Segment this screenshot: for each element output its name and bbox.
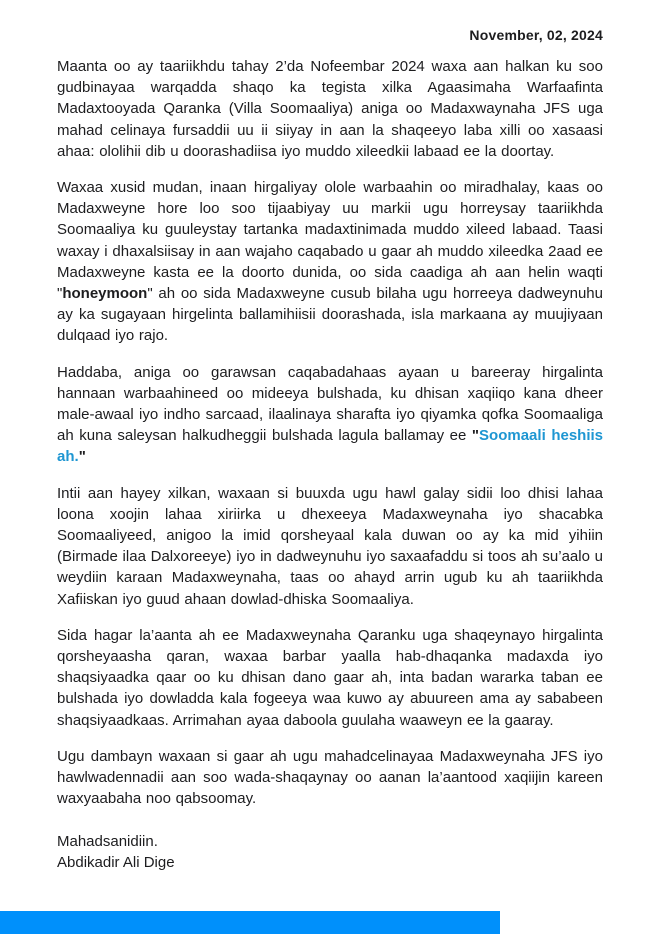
highlighted-phrase: Soomaali heshiis ah. (57, 427, 603, 466)
paragraph (57, 625, 603, 731)
paragraph (57, 483, 603, 610)
paragraph (57, 56, 603, 162)
text-run: Intii aan hayey xilkan, waxaan si buuxda ugu hawl galay sidii loo dhisi lahaa loona xoojin lahaa xiriirka u dhexeeya Madaxweynaha iyo shacabka Soomaaliyeed, anigoo la imid qorsheyaal kala duwan oo ay ka mid yihiin (Birmade ilaa Dalxoreeye) iyo in dadweynuhu iyo saxaafaddu si toos ah su’aalo u weydiin karaan Madaxweynaha, taas oo ahayd arrin ugub ku ah taariikhda Xafiiskan iyo guud ahaan dowlad-dhiska Soomaaliya. (57, 484, 603, 608)
footer-accent-bar (0, 911, 500, 934)
text-run: " ah oo sida Madaxweyne cusub bilaha ugu horreeya dadweynuhu ay ka sugayaan hirgelinta ballamihiisii doorashada, isla markaana ay muujiyaan dulqaad iyo rajo. (57, 285, 603, 345)
text-run: Waxaa xusid mudan, inaan hirgaliyay olole warbaahin oo miradhalay, kaas oo Madaxweyne hore loo soo tijaabiyay uu markii ugu horreysay taariikhda Soomaaliya ku guuleystay tartanka madaxtinimada muddo xileed labaad. Taasi waxay i dhaxalsiisay in aan wajaho caqabado u gaar ah muddo xileedka 2aad ee Madaxweyne kasta ee la doorto dunida, oo sida caadiga ah aan helin waqti " (57, 179, 603, 303)
text-run: Maanta oo ay taariikhdu tahay 2’da Nofeembar 2024 waxa aan halkan ku soo gudbinayaa warqadda shaqo ka tegista xilka Agaasimaha Warfaafinta Madaxtooyada Qaranka (Villa Soomaaliya) aniga oo Madaxwaynaha JFS uga mahad celinaya fursaddii uu ii siiyay in aan la shaqeeyo laba xilli oo xasaasi ahaa: ololihii dib u doorashadiisa iyo muddo xileedkii labaad ee la doortay. (57, 58, 603, 160)
letter-signoff (57, 831, 603, 873)
text-run: honeymoon (62, 285, 148, 303)
text-run: Haddaba, aniga oo garawsan caqabadahaas ayaan u bareeray hirgalinta hannaan warbaahineed oo mideeya bulshada, ku dhisan xaqiiqo kana dheer male-awaal iyo indho sarcaad, ilaalinaya sharafta iyo qiyamka qofka Soomaaliga ah kuna saleysan halkudheggii bulshada lagula ballamay ee (57, 363, 603, 445)
paragraph (57, 362, 603, 468)
text-run: " (471, 427, 480, 445)
paragraph (57, 746, 603, 810)
letter-content (57, 27, 603, 873)
letter-date: November, 02, 2024 (469, 27, 603, 43)
text-run: Sida hagar la’aanta ah ee Madaxweynaha Qaranku uga shaqeynayo hirgalinta qorsheyaasha qaran, waxaa barbar yaalla hab-dhaqanka madaxda iyo shaqsiyaadka qaar oo ku dhisan dano gaar ah, inta badan wararka taban ee bulshada iyo dowladda kala fogeeya waa kuwo ay abuureen ama ay sababeen shaqsiyaadkaas. Arrimahan ayaa daboola guulaha waaweyn ee la gaaray. (57, 626, 603, 729)
paragraph (57, 177, 603, 347)
text-run: Ugu dambayn waxaan si gaar ah ugu mahadcelinayaa Madaxweynaha JFS iyo hawlwadennadii aan soo wada-shaqaynay oo aanan la’aantood xaqiijin kareen waxyaabaha noo qabsoomay. (57, 747, 603, 808)
letter-body (57, 56, 603, 810)
text-run: " (78, 448, 86, 466)
signoff-thanks: Mahadsanidiin. (57, 832, 158, 850)
signoff-name: Abdikadir Ali Dige (57, 853, 175, 871)
